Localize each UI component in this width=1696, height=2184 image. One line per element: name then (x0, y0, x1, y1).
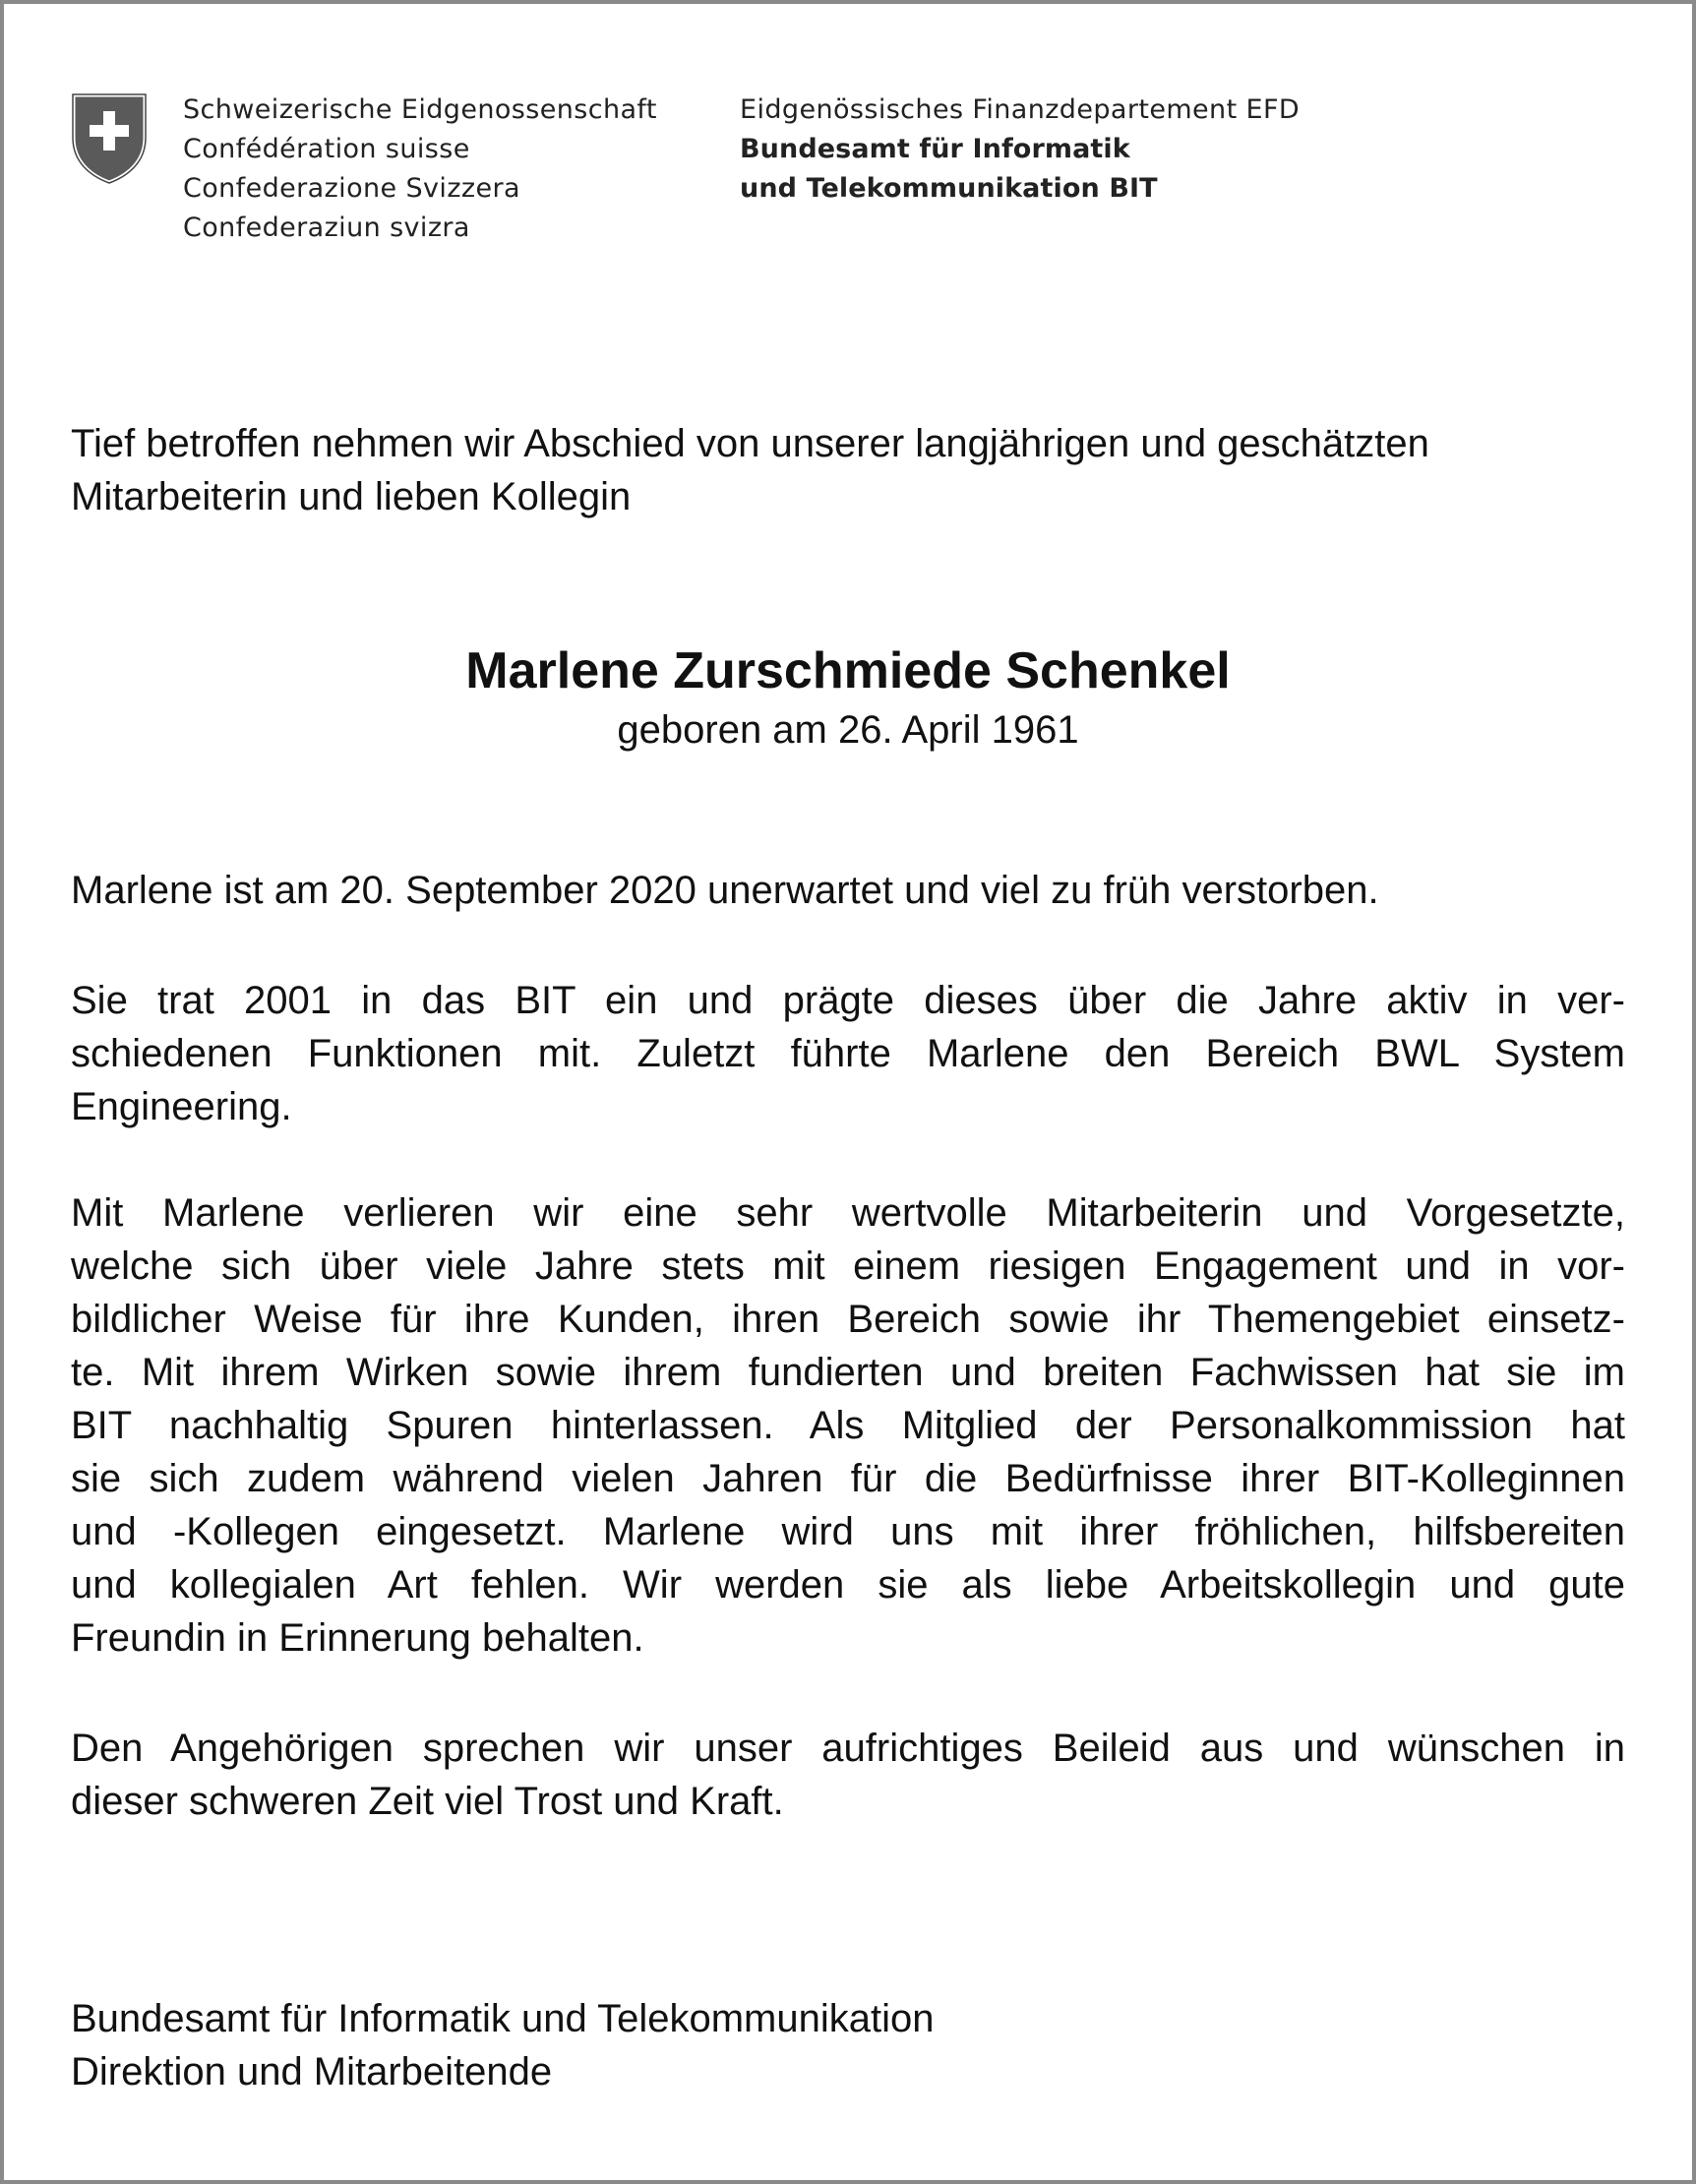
intro-text (71, 417, 1625, 523)
deceased-name: Marlene Zurschmiede Schenkel (465, 642, 1231, 699)
paragraph-tribute (71, 1186, 1625, 1665)
confederation-name-fr: Confédération suisse (183, 134, 470, 164)
paragraph-line: dieser schweren Zeit viel Trost und Kraft. (71, 1780, 784, 1823)
department-block (740, 91, 1300, 209)
paragraph-line: BIT nachhaltig Spuren hinterlassen. Als Mitglied der Personalkommission hat (71, 1404, 1625, 1447)
signature-line: Direktion und Mitarbeitende (71, 2050, 553, 2093)
paragraph-line: Engineering. (71, 1085, 292, 1128)
paragraph-line: und -Kollegen eingesetzt. Marlene wird uns mit ihrer fröhlichen, hilfsbereiten (71, 1510, 1625, 1553)
paragraph-career (71, 974, 1625, 1133)
department-name: Eidgenössisches Finanzdepartement EFD (740, 94, 1301, 125)
office-name-line1: Bundesamt für Informatik (740, 134, 1130, 164)
signature-block (71, 1992, 1625, 2098)
confederation-name-de: Schweizerische Eidgenossenschaft (183, 94, 657, 125)
paragraph-line: te. Mit ihrem Wirken sowie ihrem fundierten und breiten Fachwissen hat sie im (71, 1351, 1625, 1394)
paragraph-line: und kollegialen Art fehlen. Wir werden sie als liebe Arbeitskollegin und gute (71, 1563, 1625, 1607)
paragraph-line: sie sich zudem während vielen Jahren für die Bedürfnisse ihrer BIT-Kolleginnen (71, 1457, 1625, 1500)
office-name-line2: und Telekommunikation BIT (740, 173, 1158, 204)
confederation-names (183, 91, 657, 248)
paragraph-line: Mit Marlene verlieren wir eine sehr wertvolle Mitarbeiterin und Vorgesetzte, (71, 1191, 1625, 1235)
intro-line: Tief betroffen nehmen wir Abschied von unserer langjährigen und geschätzten (71, 422, 1429, 465)
intro-line: Mitarbeiterin und lieben Kollegin (71, 475, 632, 518)
paragraph-line: Den Angehörigen sprechen wir unser aufrichtiges Beileid aus und wünschen in (71, 1727, 1625, 1770)
paragraph-death-notice (71, 864, 1625, 917)
paragraph-line: Freundin in Erinnerung behalten. (71, 1616, 644, 1660)
signature-line: Bundesamt für Informatik und Telekommunikation (71, 1997, 935, 2040)
confederation-name-rm: Confederaziun svizra (183, 212, 470, 243)
swiss-cross-shield-icon (71, 92, 148, 185)
paragraph-line: Sie trat 2001 in das BIT ein und prägte dieses über die Jahre aktiv in ver- (71, 979, 1625, 1022)
paragraph-condolences (71, 1722, 1625, 1828)
paragraph-line: welche sich über viele Jahre stets mit einem riesigen Engagement und in vor- (71, 1244, 1625, 1288)
paragraph-line: Marlene ist am 20. September 2020 unerwartet und viel zu früh verstorben. (71, 869, 1379, 912)
confederation-name-it: Confederazione Svizzera (183, 173, 520, 204)
paragraph-line: bildlicher Weise für ihre Kunden, ihren Bereich sowie ihr Themengebiet einsetz- (71, 1298, 1625, 1341)
birth-date: geboren am 26. April 1961 (617, 708, 1079, 752)
paragraph-line: schiedenen Funktionen mit. Zuletzt führte Marlene den Bereich BWL System (71, 1032, 1625, 1075)
